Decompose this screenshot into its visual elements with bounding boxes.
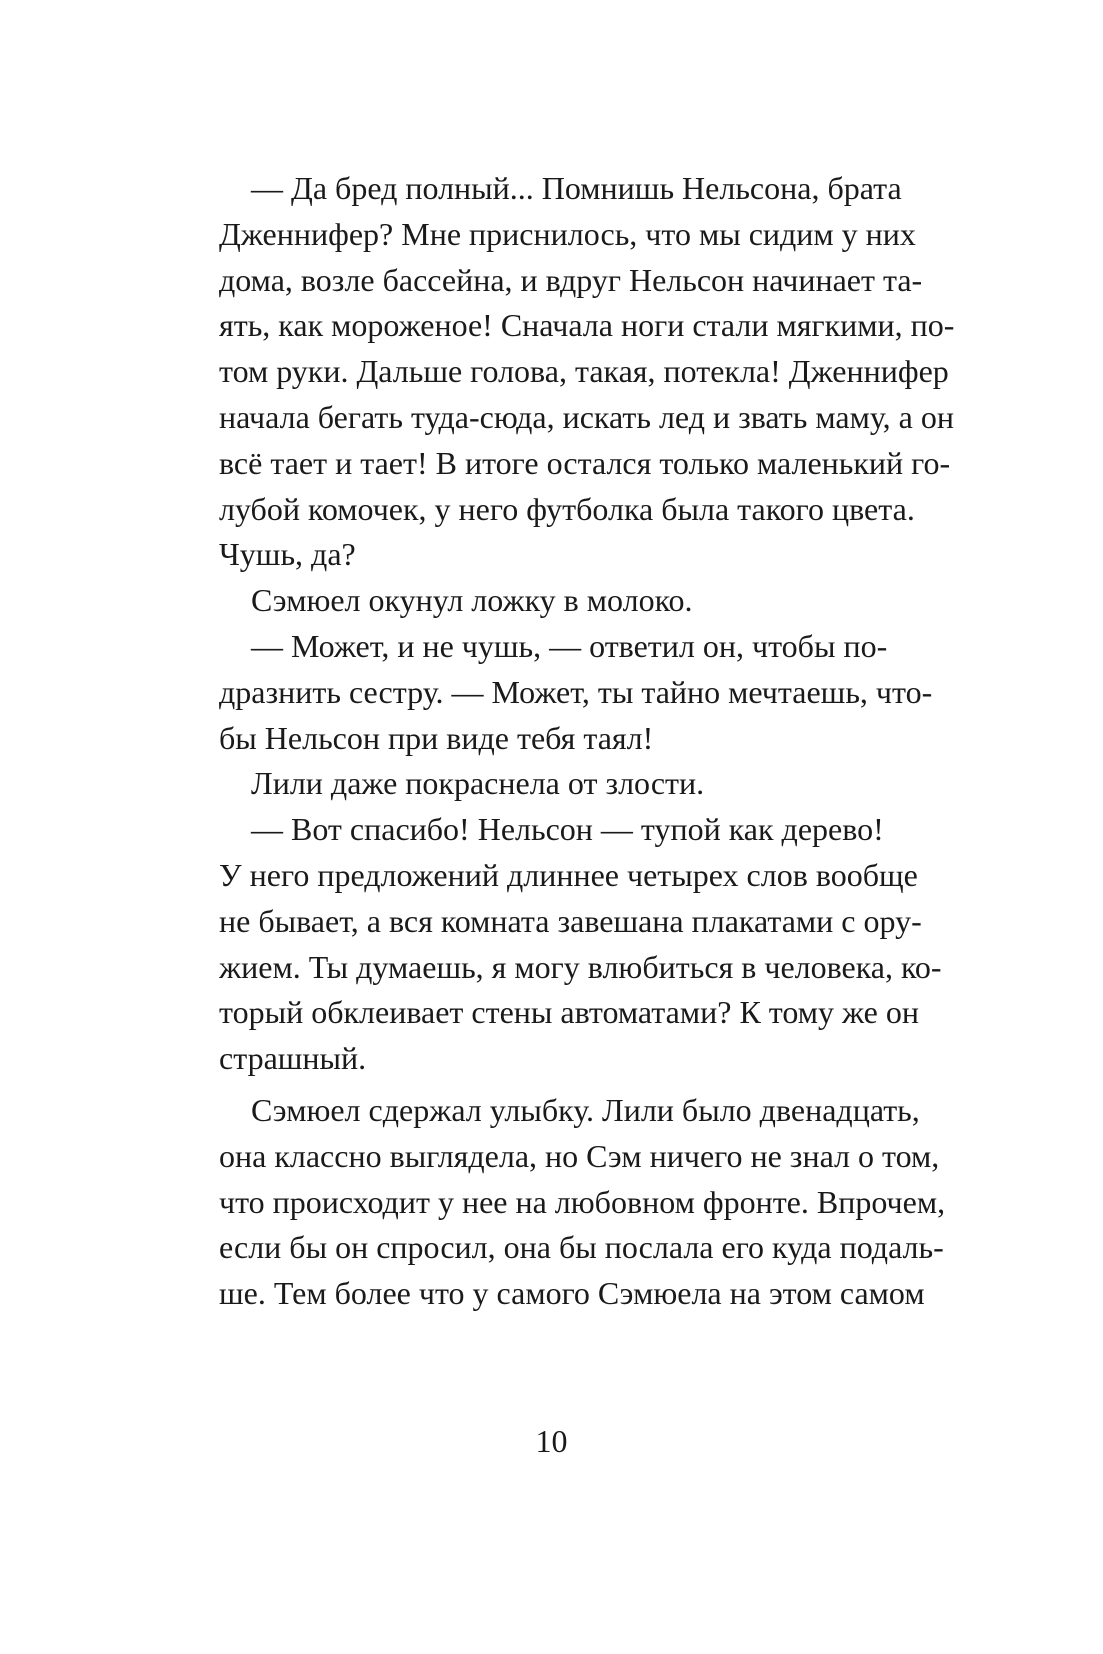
text-line: дома, возле бассейна, и вдруг Нельсон начинает та- — [219, 261, 923, 298]
text-line: бы Нельсон при виде тебя таял! — [219, 719, 654, 756]
text-line: — Да бред полный... Помнишь Нельсона, брата — [219, 170, 902, 206]
page-number: 10 — [535, 1423, 568, 1459]
text-line: ять, как мороженое! Сначала ноги стали мягкими, по- — [219, 307, 955, 344]
text-line: что происходит у нее на любовном фронте. Впрочем, — [219, 1183, 946, 1220]
text-line: она классно выглядела, но Сэм ничего не знал о том, — [219, 1137, 940, 1174]
text-line: У него предложений длиннее четырех слов вообще — [219, 856, 918, 893]
text-line: — Может, и не чушь, — ответил он, чтобы по- — [219, 627, 888, 664]
text-line: Сэмюел окунул ложку в молоко. — [219, 582, 693, 619]
text-line: начала бегать туда-сюда, искать лед и звать маму, а он — [219, 398, 954, 435]
text-line: ше. Тем более что у самого Сэмюела на этом самом — [219, 1275, 925, 1312]
text-line: — Вот спасибо! Нельсон — тупой как дерево! — [219, 811, 884, 848]
text-line: торый обклеивает стены автоматами? К тому же он — [219, 994, 919, 1031]
text-line: не бывает, а вся комната завешана плакатами с ору- — [219, 902, 922, 939]
text-line: Чушь, да? — [219, 536, 356, 573]
text-line: жием. Ты думаешь, я могу влюбиться в человека, ко- — [219, 948, 942, 985]
text-line: Лили даже покраснела от злости. — [219, 765, 705, 802]
text-line: если бы он спросил, она бы послала его куда подаль- — [219, 1229, 944, 1266]
body-text — [219, 166, 979, 1317]
text-line: том руки. Дальше голова, такая, потекла! Дженнифер — [219, 353, 949, 390]
text-line: дразнить сестру. — Может, ты тайно мечтаешь, что- — [219, 673, 933, 710]
text-line: всё тает и тает! В итоге остался только маленький го- — [219, 444, 951, 481]
text-line: Дженнифер? Мне приснилось, что мы сидим у них — [219, 215, 916, 252]
text-line: Сэмюел сдержал улыбку. Лили было двенадцать, — [219, 1091, 920, 1128]
text-line: страшный. — [219, 1040, 367, 1077]
text-line: лубой комочек, у него футболка была такого цвета. — [219, 490, 915, 527]
